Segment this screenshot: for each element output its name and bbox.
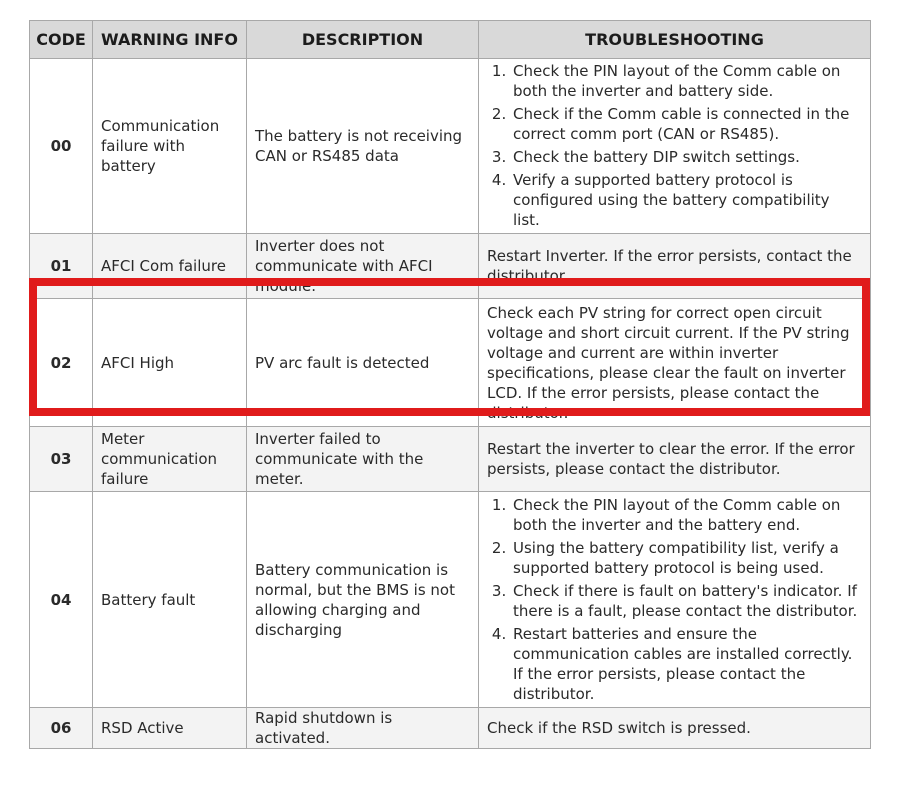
description-cell: PV arc fault is detected [247, 299, 479, 427]
description-cell [247, 427, 479, 492]
table-row-04 [30, 492, 871, 708]
header-warning-info: WARNING INFO [93, 21, 247, 59]
troubleshooting-cell: Check if the RSD switch is pressed. [479, 708, 871, 749]
troubleshooting-cell [479, 59, 871, 234]
table-row-01 [30, 234, 871, 299]
step-item: 4. Verify a supported battery protocol is configured using the battery compatibility list. [511, 170, 858, 230]
table-row-06 [30, 708, 871, 749]
warning-cell: RSD Active [93, 708, 247, 749]
code-cell: 02 [30, 299, 93, 427]
step-item: 1. Check the PIN layout of the Comm cable on both the inverter and battery side. [511, 61, 858, 101]
warning-cell: AFCI Com failure [93, 234, 247, 299]
description-text: Inverter does not communicate with AFCI module. [255, 237, 433, 295]
description-cell [247, 234, 479, 299]
step-item: 1. Check the PIN layout of the Comm cable on both the inverter and the battery end. [511, 495, 858, 535]
description-text: Inverter failed to communicate with the meter. [255, 430, 424, 488]
description-cell: The battery is not receiving CAN or RS485 data [247, 59, 479, 234]
troubleshooting-steps [479, 61, 870, 230]
step-item: 3. Check if there is fault on battery's indicator. If there is a fault, please contact the distributor. [511, 581, 858, 621]
table-row-02 [30, 299, 871, 427]
troubleshooting-cell: Restart the inverter to clear the error. If the error persists, please contact the distributor. [479, 427, 871, 492]
code-cell: 00 [30, 59, 93, 234]
step-item: 2. Check if the Comm cable is connected in the correct comm port (CAN or RS485). [511, 104, 858, 144]
description-cell: Battery communication is normal, but the BMS is not allowing charging and discharging [247, 492, 479, 708]
warning-codes-table [29, 20, 871, 749]
table-row-03 [30, 427, 871, 492]
troubleshooting-cell: Check each PV string for correct open circuit voltage and short circuit current. If the PV string voltage and current are within inverter specifications, please clear the fault on inverter LCD. If the error persists, please contact the distributor. [479, 299, 871, 427]
warning-text: Meter communication failure [101, 430, 218, 488]
code-cell: 01 [30, 234, 93, 299]
warning-cell: AFCI High [93, 299, 247, 427]
table-row-00 [30, 59, 871, 234]
warning-cell: Communication failure with battery [93, 59, 247, 234]
code-cell: 03 [30, 427, 93, 492]
step-item: 2. Using the battery compatibility list, verify a supported battery protocol is being used. [511, 538, 858, 578]
table-header-row [30, 21, 871, 59]
warning-cell: Battery fault [93, 492, 247, 708]
description-cell: Rapid shutdown is activated. [247, 708, 479, 749]
header-description: DESCRIPTION [247, 21, 479, 59]
code-cell: 04 [30, 492, 93, 708]
step-item: 4. Restart batteries and ensure the communication cables are installed correctly. If the error persists, please contact the distributor. [511, 624, 858, 704]
header-code: CODE [30, 21, 93, 59]
code-cell: 06 [30, 708, 93, 749]
header-troubleshooting: TROUBLESHOOTING [479, 21, 871, 59]
troubleshooting-cell [479, 492, 871, 708]
warning-cell [93, 427, 247, 492]
troubleshooting-cell: Restart Inverter. If the error persists, contact the distributor. [479, 234, 871, 299]
troubleshooting-steps [479, 495, 870, 704]
step-item: 3. Check the battery DIP switch settings. [511, 147, 858, 167]
